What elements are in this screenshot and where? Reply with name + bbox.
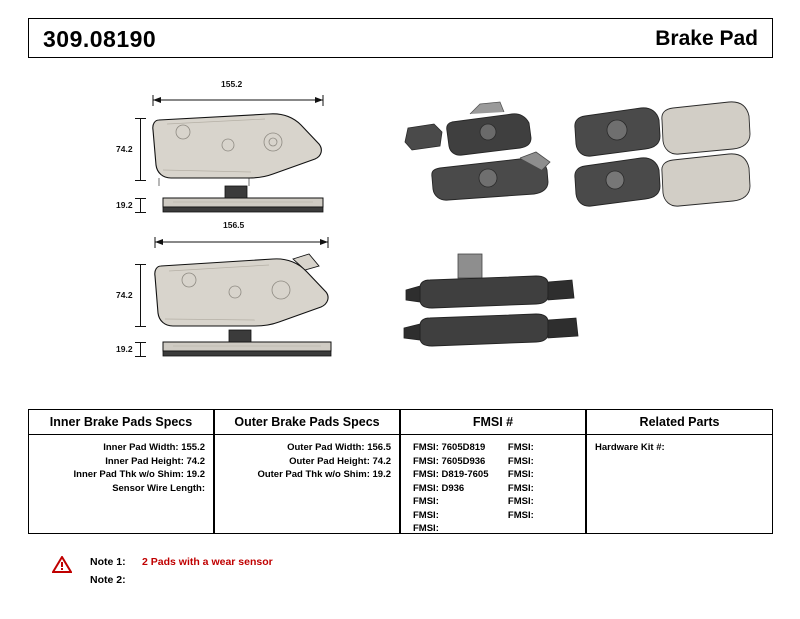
outer-spec-row: Outer Pad Thk w/o Shim: 19.2	[257, 469, 391, 480]
fmsi-number: FMSI:	[507, 442, 534, 453]
fmsi-number: FMSI: D819-7605	[413, 469, 489, 480]
pad-photo-side-long	[396, 250, 586, 350]
inner-specs-header: Inner Brake Pads Specs	[29, 410, 213, 435]
pad-photo-group-right	[573, 94, 753, 209]
outer-spec-row: Outer Pad Width: 156.5	[287, 442, 391, 453]
fmsi-number: FMSI: 7605D819	[413, 442, 486, 453]
outer-spec-row: Outer Pad Height: 74.2	[289, 455, 391, 467]
dim-inner-height: 74.2	[116, 144, 133, 154]
fmsi-number	[508, 522, 585, 536]
fmsi-number: FMSI:	[507, 469, 534, 480]
notes-section	[28, 548, 773, 598]
table-row	[401, 441, 585, 455]
inner-spec-row: Inner Pad Width: 155.2	[103, 442, 205, 453]
page-title: Brake Pad	[655, 27, 758, 50]
outer-pad-side-view	[153, 328, 348, 368]
fmsi-number: FMSI:	[507, 509, 534, 521]
inner-spec-row: Inner Pad Thk w/o Shim: 19.2	[73, 469, 205, 480]
table-row	[401, 455, 585, 469]
table-row	[401, 482, 585, 496]
dim-outer-height: 74.2	[116, 290, 133, 300]
dim-outer-thickness: 19.2	[116, 344, 133, 354]
related-parts-header: Related Parts	[587, 410, 772, 435]
warning-triangle-icon	[52, 556, 72, 578]
note-1-label: Note 1:	[90, 556, 126, 568]
part-number: 309.08190	[43, 26, 157, 52]
note-1-text: 2 Pads with a wear sensor	[142, 556, 273, 568]
fmsi-number: FMSI:	[507, 482, 534, 494]
outer-specs-table	[214, 409, 400, 534]
note-2-label: Note 2:	[90, 574, 126, 586]
dim-outer-width: 156.5	[223, 220, 245, 230]
fmsi-table	[400, 409, 586, 534]
table-row	[401, 522, 585, 536]
technical-drawing-area	[28, 62, 773, 392]
dim-inner-thickness: 19.2	[116, 200, 133, 210]
table-row	[401, 468, 585, 482]
header-bar	[28, 18, 773, 58]
related-part-row: Hardware Kit #:	[595, 442, 665, 453]
fmsi-number: FMSI:	[413, 523, 439, 534]
pad-photo-group-left	[400, 100, 560, 205]
fmsi-number: FMSI:	[507, 455, 534, 467]
fmsi-number: FMSI:	[413, 509, 439, 521]
table-row	[401, 509, 585, 523]
inner-specs-table	[28, 409, 214, 534]
fmsi-number: FMSI:	[507, 496, 534, 507]
fmsi-number: FMSI: 7605D936	[413, 455, 486, 467]
outer-specs-header: Outer Brake Pads Specs	[215, 410, 399, 435]
table-row	[401, 495, 585, 509]
dim-inner-width: 155.2	[221, 79, 243, 89]
inner-spec-row: Inner Pad Height: 74.2	[105, 455, 205, 467]
inner-spec-row: Sensor Wire Length:	[112, 482, 205, 494]
inner-pad-side-view	[153, 184, 343, 224]
fmsi-header: FMSI #	[401, 410, 585, 435]
fmsi-number: FMSI: D936	[413, 482, 465, 494]
related-parts-table	[586, 409, 773, 534]
fmsi-number: FMSI:	[413, 496, 439, 507]
